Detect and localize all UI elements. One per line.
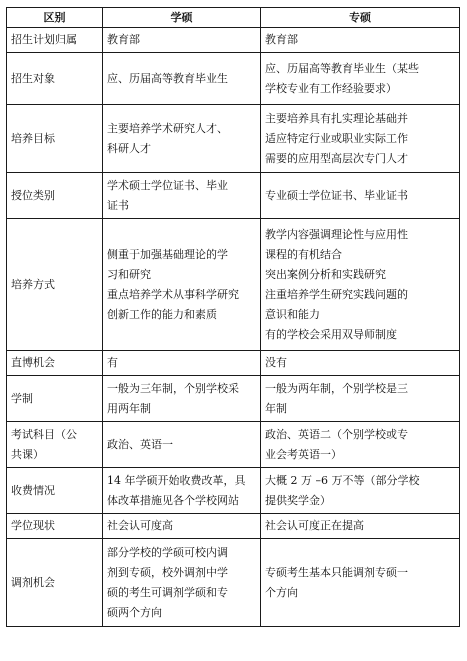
row-category: 招生计划归属 — [7, 28, 103, 53]
table-row — [7, 28, 460, 53]
professional-cell: 教育部 — [261, 28, 460, 53]
header-professional-master: 专硕 — [261, 8, 460, 28]
header-academic-master: 学硕 — [103, 8, 261, 28]
professional-cell: 没有 — [261, 351, 460, 376]
academic-cell: 应、历届高等教育毕业生 — [103, 53, 261, 105]
professional-cell: 专硕考生基本只能调剂专硕一 个方向 — [261, 539, 460, 627]
table-row — [7, 219, 460, 351]
row-category: 考试科目（公 共课） — [7, 422, 103, 468]
header-difference: 区别 — [7, 8, 103, 28]
row-category: 授位类别 — [7, 173, 103, 219]
academic-cell: 一般为三年制，个别学校采 用两年制 — [103, 376, 261, 422]
row-category: 收费情况 — [7, 468, 103, 514]
professional-cell: 大概 2 万 –6 万不等（部分学校 提供奖学金） — [261, 468, 460, 514]
academic-cell: 部分学校的学硕可校内调 剂到专硕，校外调剂中学 硕的考生可调剂学硕和专 硕两个方向 — [103, 539, 261, 627]
row-category: 培养方式 — [7, 219, 103, 351]
table-row — [7, 173, 460, 219]
professional-cell: 政治、英语二（个别学校或专 业会考英语一） — [261, 422, 460, 468]
academic-cell: 有 — [103, 351, 261, 376]
row-category: 直博机会 — [7, 351, 103, 376]
row-category: 培养目标 — [7, 105, 103, 173]
comparison-table — [6, 7, 460, 627]
table-row — [7, 351, 460, 376]
academic-cell: 14 年学硕开始收费改革，具 体改革措施见各个学校网站 — [103, 468, 261, 514]
row-category: 招生对象 — [7, 53, 103, 105]
row-category: 调剂机会 — [7, 539, 103, 627]
academic-cell: 教育部 — [103, 28, 261, 53]
table-row — [7, 422, 460, 468]
academic-cell: 政治、英语一 — [103, 422, 261, 468]
professional-cell: 教学内容强调理论性与应用性 课程的有机结合 突出案例分析和实践研究 注重培养学生研究实践问题的 意识和能力 有的学校会采用双导师制度 — [261, 219, 460, 351]
professional-cell: 社会认可度正在提高 — [261, 514, 460, 539]
table-row — [7, 376, 460, 422]
table-row — [7, 514, 460, 539]
row-category: 学制 — [7, 376, 103, 422]
table-header-row — [7, 8, 460, 28]
row-category: 学位现状 — [7, 514, 103, 539]
table-row — [7, 53, 460, 105]
academic-cell: 侧重于加强基础理论的学 习和研究 重点培养学术从事科学研究 创新工作的能力和素质 — [103, 219, 261, 351]
academic-cell: 主要培养学术研究人才、 科研人才 — [103, 105, 261, 173]
academic-cell: 学术硕士学位证书、毕业 证书 — [103, 173, 261, 219]
table-row — [7, 468, 460, 514]
academic-cell: 社会认可度高 — [103, 514, 261, 539]
professional-cell: 主要培养具有扎实理论基础并 适应特定行业或职业实际工作 需要的应用型高层次专门人才 — [261, 105, 460, 173]
professional-cell: 应、历届高等教育毕业生（某些 学校专业有工作经验要求） — [261, 53, 460, 105]
professional-cell: 一般为两年制，个别学校是三 年制 — [261, 376, 460, 422]
professional-cell: 专业硕士学位证书、毕业证书 — [261, 173, 460, 219]
table-row — [7, 539, 460, 627]
table-row — [7, 105, 460, 173]
